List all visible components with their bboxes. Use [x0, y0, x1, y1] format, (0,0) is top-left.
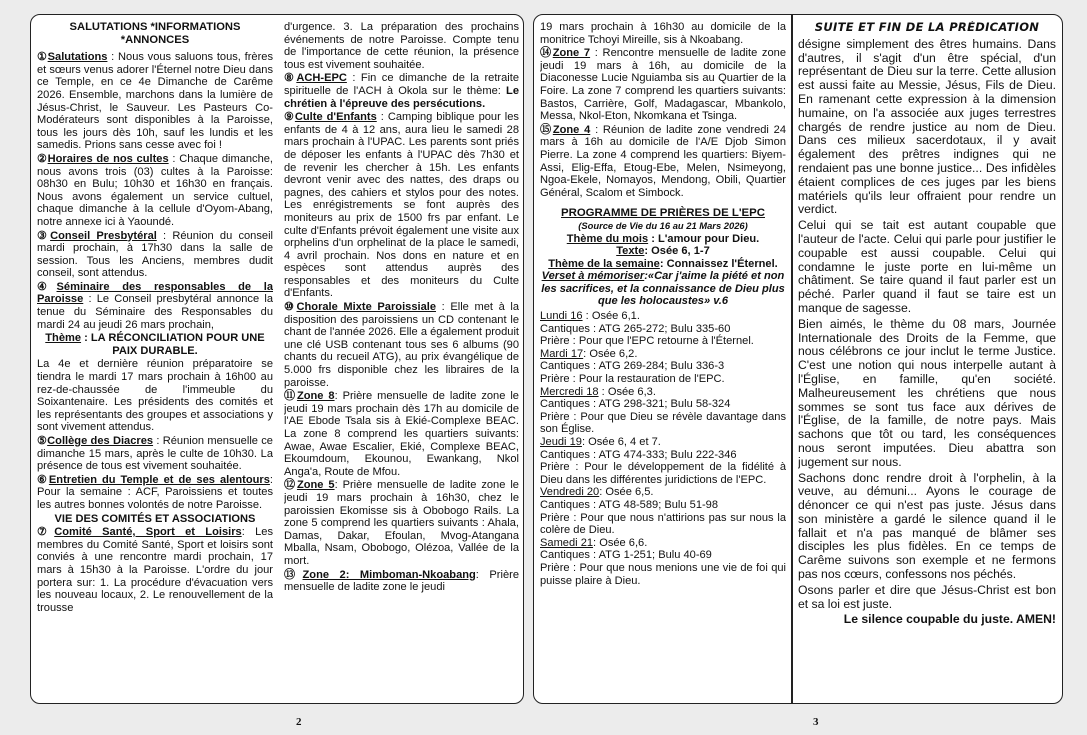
- item-number: ⑨: [284, 111, 295, 124]
- item-number: ③: [37, 229, 51, 242]
- column-divider: [791, 15, 793, 703]
- item-label: Séminaire des responsables de la Paroisse: [37, 280, 273, 306]
- prayer-day: [540, 386, 786, 436]
- item-text: : Réunion mensuelle ce dimanche 15 mars, après le culte de 10h30. La présence de tous est vivement souhaitée.: [37, 435, 273, 473]
- prayer-day: [540, 436, 786, 486]
- item-label: Horaires de nos cultes: [47, 152, 169, 165]
- item-number: ⑦: [37, 526, 55, 539]
- cantiques: Cantiques : ATG 474-333; Bulu 222-346: [540, 448, 737, 461]
- item-label: Zone 4: [552, 123, 591, 136]
- item-label: Comité Santé, Sport et Loisirs: [54, 526, 242, 539]
- day-reading: [540, 486, 786, 499]
- theme-of-week: Thème de la semaine: Connaissez l'Éternel.: [548, 257, 778, 270]
- day-label: Jeudi 19: [540, 436, 582, 448]
- item-number: ⑥: [37, 473, 49, 486]
- theme-label: Thème: [45, 332, 82, 345]
- programme-source: (Source de Vie du 16 au 21 Mars 2026): [578, 219, 748, 231]
- item-text: : Pour la semaine : ACF, Paroissiens et toutes les autres bonnes volontés de notre Paroisse.: [37, 473, 273, 511]
- sermon-paragraph: Bien aimés, le thème du 08 mars, Journée Internationale des Droits de la Femme, que nous célébrons ce jour inclut le terme Justice. C'est une notion qui nous interpelle autant à l'Église, en famille, qu'en société. Malheureusement les chrétiens que nous sommes se sont tus face aux dérives de l'Église, de la famille, de notre pays. Mais sachons que tôt ou tard, les conséquences nous seront imputées. Dieu abattra son jugement sur nous.: [798, 316, 1056, 469]
- day-label: Mardi 17: [540, 347, 584, 360]
- page-number-left: 2: [296, 716, 302, 728]
- item-label: Chorale Mixte Paroissiale: [296, 301, 436, 314]
- announcement-item: [37, 153, 273, 229]
- item-label: Conseil Presbytéral: [50, 229, 157, 242]
- item-text: : Réunion de ladite zone vendredi 24 mars à 16h au domicile de l'A/E Djob Simon Pierre. La zone 4 comprend les quartiers: Biyem-Assi, Elig-Effa, Etoug-Ebe, Melen, Nsimeyong, Ngoa-Ekele, Nomayos, Mendong, Obili, Quartier Général, Scalom et Simbock.: [540, 123, 786, 199]
- cantiques: Cantiques : ATG 269-284; Bulu 336-3: [540, 360, 725, 373]
- programme-title: PROGRAMME DE PRIÈRES DE L'EPC: [561, 207, 765, 220]
- day-reading: [540, 386, 786, 399]
- announcements-header: SALUTATIONS *INFORMATIONS *ANNONCES: [69, 21, 241, 46]
- priere: Prière : Pour que nous menions une vie de foi qui puisse plaire à Dieu.: [540, 561, 786, 587]
- announcement-item: [37, 230, 273, 280]
- reading: : Osée 6,2.: [583, 347, 638, 360]
- item-text: : Chaque dimanche, nous avons trois (03) cultes à la Paroisse: 08h30 en Bulu; 10h30 et 16h30 en français. Nous avons également un service cultuel, chaque dimanche à la cellule d'Oyom-Abang, notre annexe ici à Yaoundé.: [37, 152, 273, 228]
- announcement-item: [284, 479, 519, 567]
- day-label: Lundi 16: [540, 310, 583, 323]
- item-label: Entretien du Temple et de ses alentours: [48, 473, 270, 486]
- left-column-1: [37, 21, 273, 697]
- item-number: ⑧: [284, 72, 297, 85]
- announcement-item: [540, 124, 786, 200]
- sermon-closing: Le silence coupable du juste. AMEN!: [843, 612, 1056, 627]
- prayer-day: [540, 310, 786, 348]
- item-number: ⑩: [284, 301, 297, 314]
- announcement-item: [284, 569, 519, 594]
- item-number: ⑤: [37, 435, 48, 447]
- day-reading: [540, 537, 786, 550]
- item-label: Zone 5: [296, 479, 335, 492]
- item-text: : Prière mensuelle de ladite zone le jeudi 19 mars prochain dès 17h au domicile de l'AE Ebode Tsala sis à Ekié-Complexe BEAC. La zone 8 comprend les quartiers suivants: Awae, Awae Escalier, Ekié, Complexe BEAC, Ekoumdoum, Ekounou, Ewankang, Nkol Anga'a, Route de Mfou.: [284, 390, 519, 478]
- item-text: : Le Conseil presbytéral annonce la tenue du Séminaire des Responsables du mardi 24 au jeudi 26 mars prochain,: [37, 293, 273, 331]
- announcement-item: [540, 21, 786, 46]
- reading: : Osée 6,1.: [582, 310, 640, 323]
- sermon-paragraph: désigne simplement des êtres humains. Dans d'autres, il s'agit d'un être spécial, d'un représentant de Dieu sur la terre. Cette allusion est aussi faite au Messie, Jésus, Fils de Dieu. En ramenant cette expression à la dimension humaine, on l'a associée aux juges terrestres chargés de rendre justice au nom de Dieu. Dans ces milieux sacerdotaux, il y avait également des prêtres indignes qui ne rendaient pas une bonne justice... Des infidèles étaient complices de ces juges par les biens matériels qu'ils leur offraient pour rendre un verdict.: [798, 36, 1056, 217]
- item-bold-text: Le chrétien à l'épreuve des persécutions.: [284, 84, 519, 110]
- reading: : Osée 6,6.: [593, 536, 648, 549]
- item-label: Zone 8: [296, 390, 335, 403]
- item-number: ①: [37, 51, 48, 64]
- day-reading: [540, 310, 786, 323]
- prayer-day: [540, 537, 786, 587]
- announcement-item: [284, 21, 519, 71]
- item-number: ⑮: [540, 123, 553, 136]
- sermon-column: [798, 21, 1056, 697]
- item-number: ④: [37, 280, 57, 293]
- cantiques: Cantiques : ATG 265-272; Bulu 335-60: [540, 322, 731, 335]
- item-text: : Prière mensuelle de ladite zone le jeudi 19 mars prochain à 16h30, chez le paroissien Ekomisse sis à Obobogo Rails. La zone 5 comprend les quartiers suivants : Ahala, Damas, Dakar, Efoulan, Mvog-Atangana Mballa, Nsam, Obobogo, Olézoa, Vallée de la mort.: [284, 479, 519, 567]
- item-text: : Les membres du Comité Santé, Sport et loisirs sont conviés à une rencontre mardi prochain, 17 mars à 15h30 à la Paroisse. L'ordre du jour portera sur: 1. La procédure d'évacuation vers les nouveau locaux, 2. Le renouvellement de la trousse: [37, 526, 273, 614]
- item-label: ACH-EPC: [296, 72, 347, 85]
- announcement-item: [37, 435, 273, 473]
- priere: Prière : Pour que nous n'attirions pas sur nous la colère de Dieu.: [540, 511, 786, 537]
- item-number: ⑬: [284, 568, 303, 581]
- item-number: ⑭: [540, 47, 553, 60]
- cantiques: Cantiques : ATG 48-589; Bulu 51-98: [540, 498, 719, 511]
- memory-verse: Verset à mémoriser:«Car j'aime la piété et non les sacrifices, et la connaissance de Dieu plus que les holocaustes» v.6: [541, 270, 785, 308]
- announcement-item: [37, 526, 273, 614]
- item-text: d'urgence. 3. La préparation des prochains événements de notre Paroisse. Compte tenu de l'importance de cette réunion, la présence tous est vivement souhaitée.: [284, 21, 519, 71]
- reading: : Osée 6,3.: [598, 385, 656, 398]
- announcement-item: [284, 390, 519, 478]
- announcement-item: [37, 358, 273, 434]
- day-label: Vendredi 20: [540, 486, 600, 499]
- item-text: 19 mars prochain à 16h30 au domicile de la monitrice Tchoyi Mireille, sis à Nkoabang.: [540, 21, 786, 46]
- theme-text: : LA RÉCONCILIATION POUR UNE PAIX DURABLE.: [81, 332, 265, 357]
- item-label: Zone 7: [552, 47, 591, 60]
- cantiques: Cantiques : ATG 1-251; Bulu 40-69: [540, 549, 712, 562]
- item-text: : Prière mensuelle de ladite zone le jeudi: [284, 568, 519, 594]
- item-number: ②: [37, 152, 48, 165]
- announcement-item: [37, 281, 273, 331]
- cantiques: Cantiques : ATG 298-321; Bulu 58-324: [540, 398, 731, 411]
- item-label: Zone 2: Mimboman-Nkoabang: [302, 568, 476, 581]
- reading: : Osée 6,5.: [599, 486, 654, 499]
- item-label: Collège des Diacres: [47, 435, 154, 447]
- item-text: : Rencontre mensuelle de ladite zone jeudi 19 mars à 16h, au domicile de la Diaconesse Lucie Nguiamba sis au Quartier de la Foire. La zone 7 comprend les quartiers suivants: Bastos, Carrière, Golf, Madagascar, Mbankolo, Messa, Nkol-Eton, Nkomkana et Tsinga.: [540, 47, 786, 123]
- right-page: [533, 14, 1063, 704]
- day-reading: [540, 348, 786, 361]
- prayer-programme: [540, 207, 786, 587]
- prayer-day: [540, 348, 786, 386]
- item-text: La 4e et dernière réunion préparatoire se tiendra le mardi 17 mars prochain à 16h00 au rez-de-chaussée de l'immeuble du Soixantenaire. Les présidents des comités et les représentants des groupes et associations y sont vivement attendus.: [37, 358, 273, 434]
- sermon-paragraph: Osons parler et dire que Jésus-Christ est bon et sa loi est juste.: [798, 582, 1056, 611]
- sermon-title: SUITE ET FIN DE LA PRÉDICATION: [814, 21, 1040, 34]
- announcement-item: [284, 72, 519, 110]
- item-number: ⑫: [284, 479, 297, 492]
- day-label: Samedi 21: [540, 536, 594, 549]
- item-text: : Elle met à la disposition des paroissiens un CD contenant le chant de l'année 2026. Elle a également produit une clé USB contenant tous ses 6 albums (90 chants du recueil ATG), au prix évangélique de 5.000 frs disponible chez les libraires de la paroisse.: [284, 301, 519, 389]
- item-text: : Nous vous saluons tous, frères et sœurs venus adorer l'Éternel notre Dieu dans ce Temple, en ce 4e Dimanche de Carême 2026. Ensemble, marchons dans la lumière de Jésus-Christ, le Sauveur. Les Pasteurs Co-Modérateurs sont disponibles à la Paroisse, tous les jours dès 10h, sauf les lundis et les samedis. Prions sans cesse avec foi !: [37, 51, 273, 152]
- announcement-item: [37, 51, 273, 152]
- item-label: Culte d'Enfants: [294, 111, 377, 124]
- item-text: : Camping biblique pour les enfants de 4 à 12 ans, aura lieu le samedi 28 mars prochain à l'UPAC. Les parents sont priés de déposer les enfants à l'UPAC dès 7h30 et de revenir les chercher à 15h. Les enfants devront venir avec des nattes, des draps ou pagnes, des cahiers et stylos pour des notes. Les enrégistrements se font auprès des moniteurs au prix de 1500 frs par enfant. Le culte d'Enfants prévoit également une visite aux orphelins d'un orphelinat de la place le samedi, 4 avril prochain. Nos dons en nature et en espèces sont attendus auprès des responsables et des moniteurs du Culte d'Enfants.: [284, 111, 519, 300]
- sermon-paragraph: Sachons donc rendre droit à l'orphelin, à la veuve, au démuni... Ayons le courage de dénoncer ce qui n'est pas juste. Jésus dans son ministère a gardé le silence quand il le fallait et n'a pas manqué de blâmer ses disciples les plus fidèles. En ce temps de Carême suivons son exemple et ne fermons pas nos cœurs, confessons nos péchés.: [798, 470, 1056, 582]
- theme-of-month: Thème du mois : L'amour pour Dieu.: [566, 232, 760, 245]
- sermon-paragraph: Celui qui se tait est autant coupable que l'auteur de l'acte. Celui qui parle pour justifier le coupable est aussi coupable. Celui qui condamne le juste porte en lui-même un châtiment. Se taire quand il faut parler est un péché. Parler quand il faut se taire est un manque de sagesse.: [798, 218, 1056, 315]
- announcement-item: [37, 474, 273, 512]
- item-text: : Fin ce dimanche de la retraite spirituelle de l'ACH à Okola sur le thème:: [284, 72, 519, 97]
- left-page: [30, 14, 524, 704]
- announcement-item: [284, 301, 519, 389]
- bible-text: Texte: Osée 6, 1-7: [616, 245, 710, 258]
- priere: Prière : Pour que Dieu se révèle davantage dans son Église.: [540, 410, 786, 436]
- announcement-item: [284, 111, 519, 300]
- day-label: Mercredi 18: [540, 385, 599, 398]
- priere: Prière : Pour que l'EPC retourne à l'Éternel.: [540, 335, 754, 348]
- priere: Prière : Pour le développement de la fidélité à Dieu dans les différentes juridictions de l'EPC.: [540, 461, 786, 486]
- seminar-theme: [37, 332, 273, 357]
- right-column-1: [540, 21, 786, 697]
- item-number: ⑪: [284, 390, 297, 403]
- priere: Prière : Pour la restauration de l'EPC.: [540, 373, 725, 386]
- prayer-day: [540, 486, 786, 536]
- item-label: Salutations: [47, 51, 108, 64]
- day-reading: [540, 436, 786, 449]
- page-number-right: 3: [813, 716, 819, 728]
- announcement-item: [540, 47, 786, 123]
- section-heading: VIE DES COMITÉS ET ASSOCIATIONS: [54, 512, 256, 525]
- item-text: : Réunion du conseil mardi prochain, à 17h30 dans la salle de session. Tous les Anciens, membres dudit conseil, sont attendus.: [37, 229, 273, 280]
- reading: : Osée 6, 4 et 7.: [581, 436, 661, 448]
- left-column-2: [284, 21, 519, 697]
